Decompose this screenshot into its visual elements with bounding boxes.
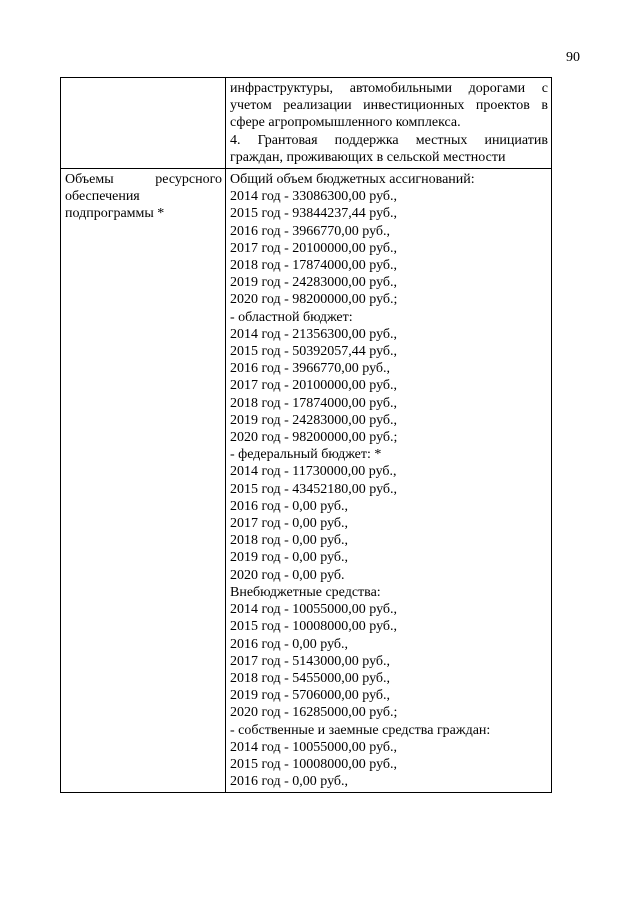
budget-line: 2014 год - 10055000,00 руб.,	[230, 739, 398, 755]
budget-line: 2016 год - 3966770,00 руб.,	[230, 361, 391, 377]
budget-line: 2016 год - 0,00 руб.,	[230, 636, 349, 652]
budget-line: 2014 год - 10055000,00 руб.,	[230, 602, 398, 618]
budget-line: 2018 год - 0,00 руб.,	[230, 533, 349, 549]
budget-line: 2018 год - 5455000,00 руб.,	[230, 670, 391, 686]
budget-allocations-cell	[226, 169, 552, 793]
budget-line: 2015 год - 93844237,44 руб.,	[230, 206, 398, 222]
budget-line: - федеральный бюджет: *	[230, 447, 382, 463]
budget-line: 2020 год - 98200000,00 руб.;	[230, 292, 398, 308]
budget-line: - собственные и заемные средства граждан:	[230, 722, 491, 738]
grant-support-item: 4. Грантовая поддержка местных инициатив граждан, проживающих в сельской местности	[230, 132, 548, 165]
budget-line: 2017 год - 20100000,00 руб.,	[230, 240, 398, 256]
budget-line: 2020 год - 98200000,00 руб.;	[230, 430, 398, 446]
row2-left-cell	[61, 169, 226, 793]
table-row-continuation	[61, 78, 552, 169]
resource-volumes-label: Объемы ресурсного обеспечения подпрограммы *	[65, 172, 222, 222]
budget-line: 2018 год - 17874000,00 руб.,	[230, 258, 398, 274]
budget-line: 2015 год - 10008000,00 руб.,	[230, 619, 398, 635]
table-row-resource-volumes	[61, 169, 552, 793]
budget-line: 2019 год - 0,00 руб.,	[230, 550, 349, 566]
budget-line: 2017 год - 5143000,00 руб.,	[230, 653, 391, 669]
budget-line: 2017 год - 20100000,00 руб.,	[230, 378, 398, 394]
budget-line: 2016 год - 0,00 руб.,	[230, 774, 349, 790]
budget-line: 2015 год - 50392057,44 руб.,	[230, 344, 398, 360]
budget-line: 2014 год - 11730000,00 руб.,	[230, 464, 397, 480]
budget-line: 2016 год - 0,00 руб.,	[230, 498, 349, 514]
infrastructure-continuation-text: инфраструктуры, автомобильными дорогами с учетом реализации инвестиционных проектов в сфере агропромышленного комплекса.	[230, 81, 548, 131]
budget-line: Внебюджетные средства:	[230, 584, 381, 600]
budget-line: 2015 год - 10008000,00 руб.,	[230, 756, 398, 772]
budget-line: 2017 год - 0,00 руб.,	[230, 516, 349, 532]
budget-line: 2019 год - 5706000,00 руб.,	[230, 688, 391, 704]
budget-line: 2018 год - 17874000,00 руб.,	[230, 395, 398, 411]
budget-line: 2016 год - 3966770,00 руб.,	[230, 223, 391, 239]
subprogram-passport-table	[60, 77, 552, 793]
budget-line: 2019 год - 24283000,00 руб.,	[230, 412, 398, 428]
budget-line: 2014 год - 33086300,00 руб.,	[230, 189, 398, 205]
budget-line: 2020 год - 0,00 руб.	[230, 567, 345, 583]
budget-line: - областной бюджет:	[230, 309, 353, 325]
budget-line: 2020 год - 16285000,00 руб.;	[230, 705, 398, 721]
budget-line: 2019 год - 24283000,00 руб.,	[230, 275, 398, 291]
page-number: 90	[566, 50, 580, 65]
budget-line: 2015 год - 43452180,00 руб.,	[230, 481, 398, 497]
budget-line: Общий объем бюджетных ассигнований:	[230, 172, 475, 188]
row1-right-cell	[226, 78, 552, 169]
budget-line: 2014 год - 21356300,00 руб.,	[230, 326, 398, 342]
row1-left-cell	[61, 78, 226, 169]
